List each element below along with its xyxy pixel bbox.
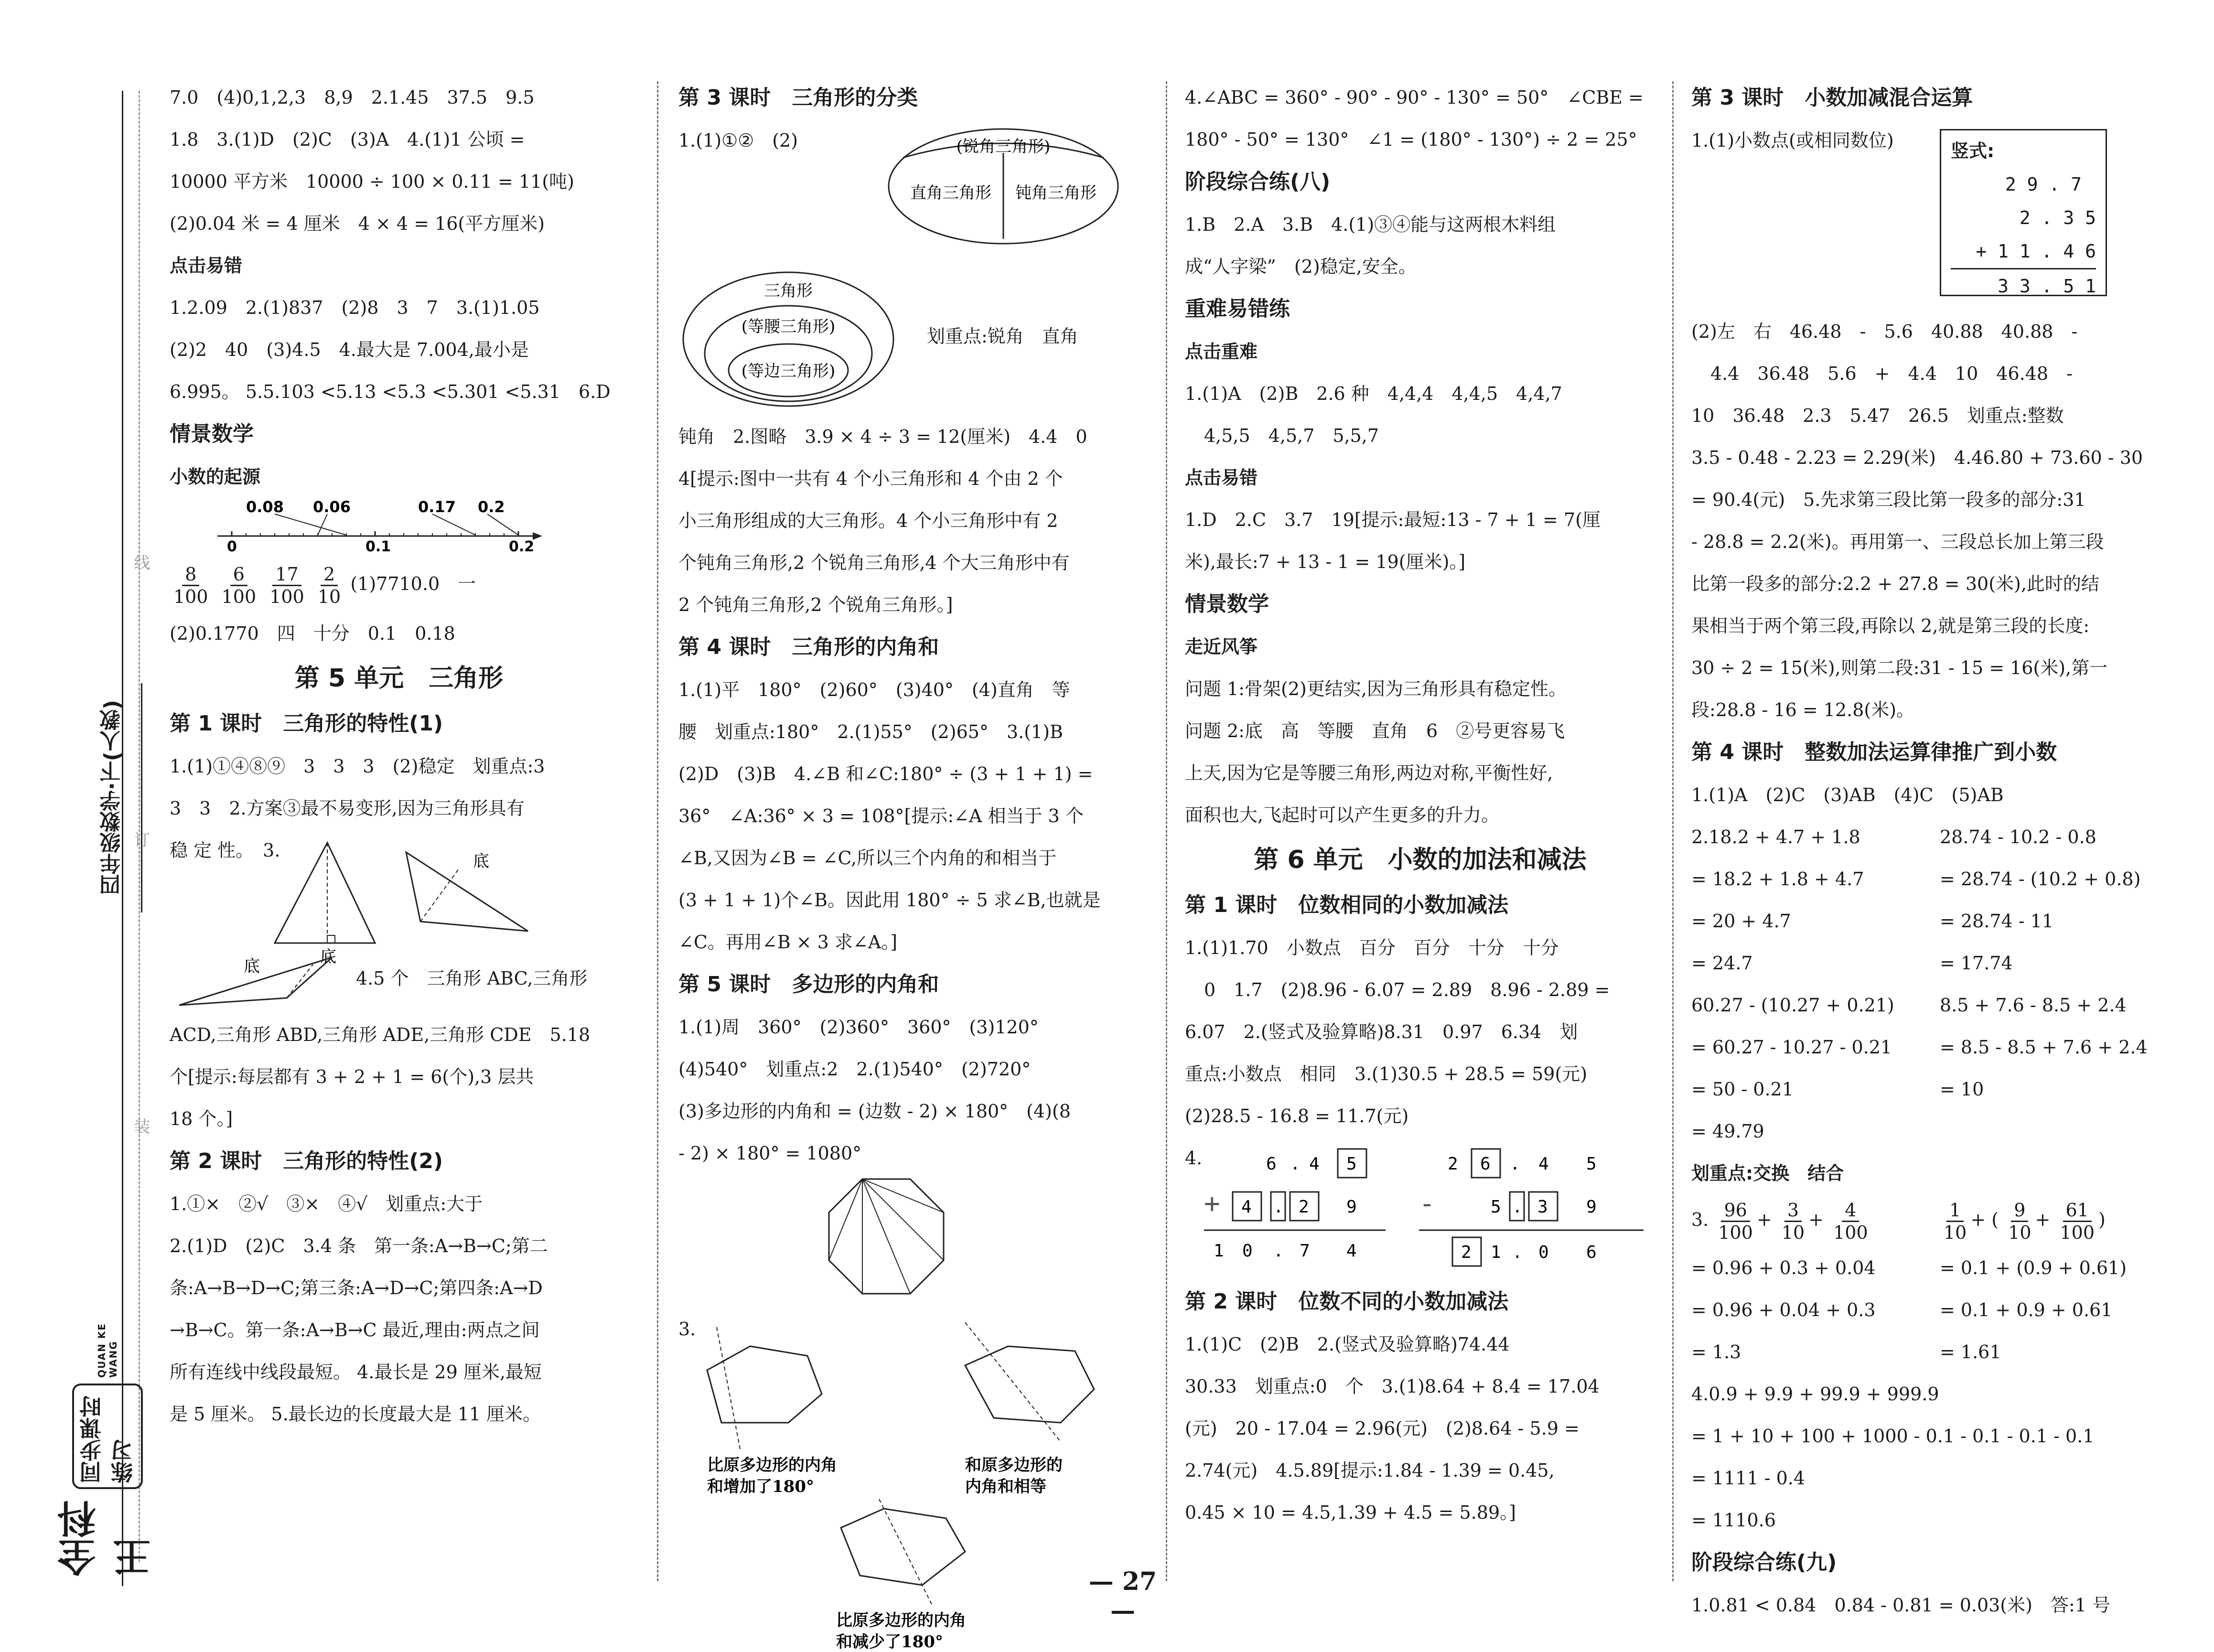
calc-line: = 1.61 bbox=[1940, 1341, 2001, 1362]
calc-line: = 10 bbox=[1940, 1079, 1984, 1100]
calc-line: = 24.7 bbox=[1691, 953, 1753, 974]
text-line: 1.(1)A (2)C (3)AB (4)C (5)AB bbox=[1691, 784, 2004, 805]
digit: 1 bbox=[1214, 1241, 1224, 1261]
fraction: $\frac{17}{100}$ bbox=[269, 564, 304, 607]
digit: 2 bbox=[1461, 1243, 1472, 1262]
digit: 7 bbox=[1300, 1241, 1310, 1261]
polygon-cut-svg bbox=[698, 1318, 1137, 1652]
calc-line: = 1110.6 bbox=[1691, 1510, 1776, 1531]
venn-label-isosceles: (等腰三角形) bbox=[741, 317, 836, 336]
calc-right bbox=[1940, 816, 2169, 1152]
vertical-calc-svg bbox=[1194, 1142, 1653, 1280]
text-line: (4)540° 划重点:2 2.(1)540° (2)720° bbox=[678, 1059, 1031, 1080]
column-2 bbox=[678, 76, 1149, 1652]
text-line: ∠B,又因为∠B = ∠C,所以三个内角的和相当于 bbox=[678, 847, 1057, 869]
digit: 5 bbox=[1346, 1154, 1357, 1174]
text-line: - 28.8 = 2.2(米)。再用第一、三段总长加上第三段 bbox=[1691, 531, 2104, 552]
section-heading: 情景数学 bbox=[1185, 592, 1269, 616]
text-line: 条:A→B→D→C;第三条:A→D→C;第四条:A→D bbox=[170, 1277, 543, 1298]
digit: 6 bbox=[1586, 1243, 1597, 1262]
text-line: 稳 定 性。 3. bbox=[170, 840, 280, 861]
column-divider-2 bbox=[1166, 81, 1167, 1581]
digit: . bbox=[1512, 1243, 1523, 1262]
fraction-tail: (1)7710.0 一 bbox=[350, 573, 476, 594]
fraction-expr-right: $\frac{1}{10}$ + ( $\frac{9}{10}$ + $\frac{61}{100}$ ) bbox=[1944, 1199, 2106, 1243]
text-line: 段:28.8 - 16 = 12.8(米)。 bbox=[1691, 699, 1915, 720]
calc-line: 8.5 + 7.6 - 8.5 + 2.4 bbox=[1940, 995, 2127, 1016]
question-label: 4. bbox=[1185, 1148, 1203, 1169]
lesson-title: 第 1 课时 三角形的特性(1) bbox=[170, 711, 443, 736]
text-line: 1.(1)周 360° (2)360° 360° (3)120° bbox=[678, 1017, 1039, 1038]
text-line: 上天,因为它是等腰三角形,两边对称,平衡性好, bbox=[1185, 762, 1553, 783]
text-line: 问题 1:骨架(2)更结实,因为三角形具有稳定性。 bbox=[1185, 678, 1567, 699]
keypoint: 划重点:锐角 直角 bbox=[927, 326, 1078, 347]
venn-block-1 bbox=[678, 119, 1149, 263]
fraction: $\frac{4}{100}$ bbox=[1833, 1199, 1868, 1243]
digit: . bbox=[1512, 1197, 1523, 1217]
text-line: 问题 2:底 高 等腰 直角 6 ②号更容易飞 bbox=[1185, 720, 1565, 741]
venn-label-acute: (锐角三角形) bbox=[956, 137, 1051, 156]
text-line: 18 个。] bbox=[170, 1108, 233, 1129]
text-line: 180° - 50° = 130° ∠1 = (180° - 130°) ÷ 2 = 25° bbox=[1185, 129, 1637, 150]
text-line: 重点:小数点 相同 3.(1)30.5 + 28.5 = 59(元) bbox=[1185, 1063, 1588, 1084]
calc-line: = 0.96 + 0.3 + 0.04 bbox=[1691, 1257, 1876, 1278]
text-line: 是 5 厘米。 5.最长边的长度最大是 11 厘米。 bbox=[170, 1404, 541, 1425]
digit: 2 bbox=[1448, 1154, 1458, 1174]
digit: 9 bbox=[1586, 1197, 1597, 1217]
calc-two-columns bbox=[1691, 1247, 2169, 1373]
text-line: 1.(1)1.70 小数点 百分 百分 十分 十分 bbox=[1185, 937, 1559, 958]
text-line: 4.5 个 三角形 ABC,三角形 bbox=[356, 968, 588, 989]
digit: 4 bbox=[1538, 1154, 1549, 1174]
digit: 4 bbox=[1309, 1154, 1320, 1174]
digit: 1 bbox=[1491, 1243, 1501, 1262]
text-line: 0 1.7 (2)8.96 - 6.07 = 2.89 8.96 - 2.89 = bbox=[1204, 979, 1610, 1000]
vertical-row: 3 3 . 5 1 bbox=[1998, 276, 2096, 297]
lesson-title: 第 3 课时 小数加减混合运算 bbox=[1691, 86, 1973, 110]
text-line: 1.2.09 2.(1)837 (2)8 3 7 3.(1)1.05 bbox=[170, 297, 540, 318]
calc-line: = 0.1 + 0.9 + 0.61 bbox=[1940, 1299, 2113, 1320]
text-line: 1.(1)①④⑧⑨ 3 3 3 (2)稳定 划重点:3 bbox=[170, 756, 545, 777]
section-heading: 重难易错练 bbox=[1185, 297, 1290, 321]
polygon-cut-figures bbox=[678, 1308, 1149, 1652]
calc-line: = 1 + 10 + 100 + 1000 - 0.1 - 0.1 - 0.1 - 0.1 bbox=[1691, 1426, 2095, 1447]
digit: 6 bbox=[1480, 1154, 1491, 1174]
text-line: ACD,三角形 ABD,三角形 ADE,三角形 CDE 5.18 bbox=[170, 1024, 591, 1045]
digit: 9 bbox=[1346, 1197, 1357, 1217]
text-line: 1.(1)A (2)B 2.6 种 4,4,4 4,4,5 4,4,7 bbox=[1185, 383, 1562, 404]
lesson-title: 第 2 课时 位数不同的小数加减法 bbox=[1185, 1289, 1509, 1314]
base-label: 底 bbox=[320, 947, 336, 966]
subheading: 走近风筝 bbox=[1185, 636, 1258, 657]
text-line: 6.995。 5.5.103 <5.13 <5.3 <5.301 <5.31 6.D bbox=[170, 381, 611, 402]
subheading: 点击重难 bbox=[1185, 341, 1258, 362]
text-line: 腰 划重点:180° 2.(1)55° (2)65° 3.(1)B bbox=[678, 721, 1063, 742]
brand-pinyin: QUAN KE WANG bbox=[96, 1322, 119, 1378]
cut-mark-xian: 线 bbox=[131, 554, 150, 570]
number-line-label: 0.08 bbox=[246, 498, 284, 516]
calc-line: = 1.3 bbox=[1691, 1341, 1741, 1362]
calc-line: 2.18.2 + 4.7 + 1.8 bbox=[1691, 826, 1860, 847]
digit: 0 bbox=[1538, 1243, 1549, 1262]
calc-line: = 1111 - 0.4 bbox=[1691, 1468, 1806, 1489]
text-line: (3 + 1 + 1)个∠B。因此用 180° ÷ 5 求∠B,也就是 bbox=[678, 890, 1101, 911]
lesson-title: 第 1 课时 位数相同的小数加减法 bbox=[1185, 893, 1509, 917]
text-line: (3)多边形的内角和 = (边数 - 2) × 180° (4)(8 bbox=[678, 1101, 1071, 1122]
text-line: (2)D (3)B 4.∠B 和∠C:180° ÷ (3 + 1 + 1) = bbox=[678, 763, 1093, 784]
keypoint: 划重点:交换 结合 bbox=[1691, 1163, 1844, 1184]
question-label: 3. bbox=[678, 1319, 696, 1340]
text-line: 4.4 36.48 5.6 + 4.4 10 46.48 - bbox=[1710, 363, 2073, 384]
text-line: (2)0.1770 四 十分 0.1 0.18 bbox=[170, 623, 455, 644]
digit: 6 bbox=[1266, 1154, 1277, 1174]
caption: 比原多边形的内角 bbox=[707, 1456, 837, 1475]
text-line: 成“人字梁” (2)稳定,安全。 bbox=[1185, 256, 1417, 277]
base-label: 底 bbox=[244, 957, 260, 976]
venn-label-equilateral: (等边三角形) bbox=[741, 362, 836, 381]
fraction: $\frac{96}{100}$ bbox=[1718, 1199, 1753, 1243]
venn-label-obtuse: 钝角三角形 bbox=[1015, 183, 1096, 203]
text-line: 1.(1)C (2)B 2.(竖式及验算略)74.44 bbox=[1185, 1334, 1510, 1355]
subheading: 小数的起源 bbox=[170, 466, 261, 487]
digit: 4 bbox=[1241, 1197, 1252, 1217]
base-label: 底 bbox=[473, 852, 489, 871]
text-line: 果相当于两个第三段,再除以 2,就是第三段的长度: bbox=[1691, 615, 2090, 636]
number-line-tick-label: 0.2 bbox=[509, 538, 535, 555]
fraction-line bbox=[170, 555, 628, 612]
fraction: $\frac{9}{10}$ bbox=[2008, 1199, 2031, 1243]
fraction: $\frac{6}{100}$ bbox=[221, 564, 257, 607]
fraction: $\frac{8}{100}$ bbox=[173, 564, 208, 607]
text-line: 7.0 (4)0,1,2,3 8,9 2.1.45 37.5 9.5 bbox=[170, 87, 535, 108]
calc-line: 60.27 - (10.27 + 0.21) bbox=[1691, 995, 1894, 1016]
subheading: 点击易错 bbox=[1185, 467, 1258, 488]
triangle-venn-2 bbox=[678, 263, 908, 416]
digit: . bbox=[1510, 1154, 1520, 1174]
calc-left bbox=[1691, 816, 1940, 1152]
calc-line: 28.74 - 10.2 - 0.8 bbox=[1940, 826, 2096, 847]
question-label: 3. bbox=[1691, 1209, 1709, 1230]
lesson-title: 第 2 课时 三角形的特性(2) bbox=[170, 1149, 443, 1173]
caption: 和增加了180° bbox=[707, 1477, 814, 1496]
text-line: (元) 20 - 17.04 = 2.96(元) (2)8.64 - 5.9 = bbox=[1185, 1418, 1580, 1439]
text-line: 比第一段多的部分:2.2 + 27.8 = 30(米),此时的结 bbox=[1691, 573, 2099, 594]
vertical-row: 2 . 3 5 bbox=[2019, 207, 2096, 228]
text-line: 1.B 2.A 3.B 4.(1)③④能与这两根木料组 bbox=[1185, 214, 1556, 235]
svg-text:-: - bbox=[1419, 1188, 1435, 1219]
calc-right bbox=[1940, 1247, 2169, 1373]
brand-logo bbox=[58, 1309, 157, 1577]
text-line: 2 个钝角三角形,2 个锐角三角形。] bbox=[678, 594, 953, 615]
number-line-label: 0.2 bbox=[478, 498, 505, 516]
cut-mark-ding: 订 bbox=[131, 831, 150, 847]
text-line: 6.07 2.(竖式及验算略)8.31 0.97 6.34 划 bbox=[1185, 1021, 1578, 1042]
column-4 bbox=[1691, 76, 2169, 1616]
section-heading: 阶段综合练(九) bbox=[1691, 1550, 1837, 1575]
text-line: 10 36.48 2.3 5.47 26.5 划重点:整数 bbox=[1691, 405, 2064, 426]
text-line: 1.8 3.(1)D (2)C (3)A 4.(1)1 公顷 = bbox=[170, 129, 525, 150]
page-number: — 27 — bbox=[1088, 1567, 1157, 1625]
text-line: ∠C。再用∠B × 3 求∠A。] bbox=[678, 932, 898, 953]
digit: 5 bbox=[1586, 1154, 1597, 1174]
text-line: 1.(1)①② (2) bbox=[678, 130, 798, 151]
caption: 和原多边形的 bbox=[965, 1456, 1063, 1475]
text-line: 30 ÷ 2 = 15(米),则第二段:31 - 15 = 16(米),第一 bbox=[1691, 657, 2108, 678]
digit: . bbox=[1290, 1154, 1300, 1174]
text-line: 米),最长:7 + 13 - 1 = 19(厘米)。] bbox=[1185, 551, 1466, 572]
column-divider-1 bbox=[657, 81, 658, 1581]
text-line: 小三角形组成的大三角形。4 个小三角形中有 2 bbox=[678, 510, 1058, 531]
triangle-venn-1 bbox=[884, 119, 1123, 263]
text-line: 1.0.81 < 0.84 0.84 - 0.81 = 0.03(米) 答:1 号 bbox=[1691, 1595, 2111, 1616]
digit: . bbox=[1273, 1241, 1284, 1261]
lesson-title: 第 4 课时 整数加法运算律推广到小数 bbox=[1691, 740, 2057, 764]
unit-title: 第 5 单元 三角形 bbox=[294, 664, 504, 693]
digit: . bbox=[1273, 1197, 1284, 1217]
subheading: 点击易错 bbox=[170, 255, 243, 276]
text-line: →B→C。第一条:A→B→C 最近,理由:两点之间 bbox=[170, 1319, 540, 1341]
text-line: 0.45 × 10 = 4.5,1.39 + 4.5 = 5.89。] bbox=[1185, 1502, 1516, 1523]
text-line: 4.∠ABC = 360° - 90° - 90° - 130° = 50° ∠CBE = bbox=[1185, 87, 1644, 108]
text-line: 36° ∠A:36° × 3 = 108°[提示:∠A 相当于 3 个 bbox=[678, 805, 1084, 826]
text-line: 1.(1)小数点(或相同数位) bbox=[1691, 130, 1894, 151]
text-line: = 90.4(元) 5.先求第三段比第一段多的部分:31 bbox=[1691, 489, 2086, 510]
column-3 bbox=[1185, 76, 1655, 1581]
calc-line: = 50 - 0.21 bbox=[1691, 1079, 1794, 1100]
digit: 2 bbox=[1299, 1197, 1309, 1217]
number-line-tick-label: 0 bbox=[227, 538, 237, 555]
text-line: 2.74(元) 4.5.89[提示:1.84 - 1.39 = 0.45, bbox=[1185, 1460, 1555, 1481]
venn-label-triangle: 三角形 bbox=[764, 281, 813, 300]
calc-line: = 0.1 + (0.9 + 0.61) bbox=[1940, 1257, 2127, 1278]
text-line: (2)2 40 (3)4.5 4.最大是 7.004,最小是 bbox=[170, 339, 529, 360]
text-line: 个[提示:每层都有 3 + 2 + 1 = 6(个),3 层共 bbox=[170, 1066, 534, 1087]
text-line: 所有连线中线段最短。 4.最长是 29 厘米,最短 bbox=[170, 1362, 542, 1383]
lesson-title: 第 5 课时 多边形的内角和 bbox=[678, 972, 939, 997]
calc-line: = 49.79 bbox=[1691, 1121, 1764, 1142]
text-line: 2.(1)D (2)C 3.4 条 第一条:A→B→C;第二 bbox=[170, 1235, 548, 1256]
calc-line: = 0.96 + 0.04 + 0.3 bbox=[1691, 1299, 1876, 1320]
text-line: 3.5 - 0.48 - 2.23 = 2.29(米) 4.46.80 + 73.60 - 30 bbox=[1691, 447, 2143, 468]
unit-title: 第 6 单元 小数的加法和减法 bbox=[1254, 846, 1587, 874]
text-line: 4,5,5 4,5,7 5,5,7 bbox=[1204, 425, 1379, 446]
digit: 0 bbox=[1242, 1241, 1253, 1261]
calc-two-columns bbox=[1691, 816, 2169, 1152]
caption: 和减少了180° bbox=[836, 1632, 943, 1652]
octagon-figure bbox=[678, 1174, 1149, 1298]
caption: 内角和相等 bbox=[965, 1477, 1046, 1496]
fraction-expression-row bbox=[1691, 1194, 2169, 1247]
section-heading: 情景数学 bbox=[170, 422, 254, 446]
text-line: - 2) × 180° = 1080° bbox=[678, 1143, 862, 1164]
svg-text:+: + bbox=[1204, 1188, 1220, 1219]
digit: 3 bbox=[1537, 1197, 1548, 1217]
text-line: 3 3 2.方案③最不易变形,因为三角形具有 bbox=[170, 798, 525, 819]
fraction: $\frac{1}{10}$ bbox=[1944, 1199, 1967, 1243]
digit: 5 bbox=[1491, 1197, 1501, 1217]
calc-line: = 18.2 + 1.8 + 4.7 bbox=[1691, 869, 1864, 890]
vertical-row: + 1 1 . 4 6 bbox=[1951, 235, 2096, 269]
number-line-label: 0.06 bbox=[313, 498, 351, 516]
number-line-tick-label: 0.1 bbox=[365, 538, 391, 555]
book-title: 四年级数学·下(人教) bbox=[84, 683, 142, 912]
vertical-addition-block bbox=[1691, 119, 2169, 311]
text-line: 4[提示:图中一共有 4 个小三角形和 4 个由 2 个 bbox=[678, 468, 1063, 489]
text-line: 面积也大,飞起时可以产生更多的升力。 bbox=[1185, 805, 1500, 826]
fraction: $\frac{61}{100}$ bbox=[2060, 1199, 2095, 1243]
brand-sub: 同步课时练习 bbox=[72, 1384, 143, 1489]
calc-line: = 20 + 4.7 bbox=[1691, 911, 1791, 932]
calc-line: = 28.74 - (10.2 + 0.8) bbox=[1940, 869, 2141, 890]
caption: 比原多边形的内角 bbox=[836, 1611, 966, 1630]
calc-left bbox=[1691, 1247, 1940, 1373]
column-1 bbox=[170, 76, 628, 1581]
section-heading: 阶段综合练(八) bbox=[1185, 170, 1331, 194]
fraction: $\frac{2}{10}$ bbox=[317, 564, 341, 607]
text-line: 1.①× ②√ ③× ④√ 划重点:大于 bbox=[170, 1193, 483, 1214]
brand-name: 全科王 bbox=[58, 1500, 157, 1577]
lesson-title: 第 3 课时 三角形的分类 bbox=[678, 86, 918, 110]
vertical-label: 竖式: bbox=[1951, 140, 1995, 161]
number-line-label: 0.17 bbox=[418, 498, 456, 516]
venn-block-2 bbox=[678, 263, 1149, 416]
text-line: (2)0.04 米 = 4 厘米 4 × 4 = 16(平方厘米) bbox=[170, 213, 545, 234]
vertical-calc-block bbox=[1185, 1137, 1655, 1280]
text-line: 钝角 2.图略 3.9 × 4 ÷ 3 = 12(厘米) 4.4 0 bbox=[678, 426, 1087, 447]
vertical-calc-box bbox=[1940, 129, 2107, 296]
fraction: $\frac{3}{10}$ bbox=[1781, 1199, 1805, 1243]
lesson-title: 第 4 课时 三角形的内角和 bbox=[678, 635, 939, 659]
number-line-figure bbox=[170, 498, 552, 555]
calc-line: = 28.74 - 11 bbox=[1940, 911, 2054, 932]
column-divider-3 bbox=[1672, 81, 1674, 1581]
text-line: 1.D 2.C 3.7 19[提示:最短:13 - 7 + 1 = 7(厘 bbox=[1185, 509, 1601, 530]
vertical-row: 2 9 . 7 bbox=[2005, 174, 2082, 195]
calc-line: = 60.27 - 10.27 - 0.21 bbox=[1691, 1037, 1892, 1058]
calc-line: = 8.5 - 8.5 + 7.6 + 2.4 bbox=[1940, 1037, 2148, 1058]
text-line: 30.33 划重点:0 个 3.(1)8.64 + 8.4 = 17.04 bbox=[1185, 1376, 1600, 1397]
text-line: 个钝角三角形,2 个锐角三角形,4 个大三角形中有 bbox=[678, 552, 1070, 573]
text-line: 1.(1)平 180° (2)60° (3)40° (4)直角 等 bbox=[678, 679, 1070, 700]
cut-mark-zhuang: 装 bbox=[131, 1118, 150, 1134]
digit: 4 bbox=[1346, 1241, 1357, 1261]
venn-label-right: 直角三角形 bbox=[910, 183, 991, 203]
calc-line: = 17.74 bbox=[1940, 953, 2013, 974]
text-line: (2)左 右 46.48 - 5.6 40.88 40.88 - bbox=[1691, 321, 2078, 342]
text-line: 10000 平方米 10000 ÷ 100 × 0.11 = 11(吨) bbox=[170, 171, 574, 192]
calc-line: 4.0.9 + 9.9 + 99.9 + 999.9 bbox=[1691, 1384, 1939, 1405]
fraction-expr-left: 3. $\frac{96}{100}$ + $\frac{3}{10}$ + $\frac{4}{100}$ bbox=[1691, 1199, 1868, 1243]
text-line: (2)28.5 - 16.8 = 11.7(元) bbox=[1185, 1105, 1409, 1126]
